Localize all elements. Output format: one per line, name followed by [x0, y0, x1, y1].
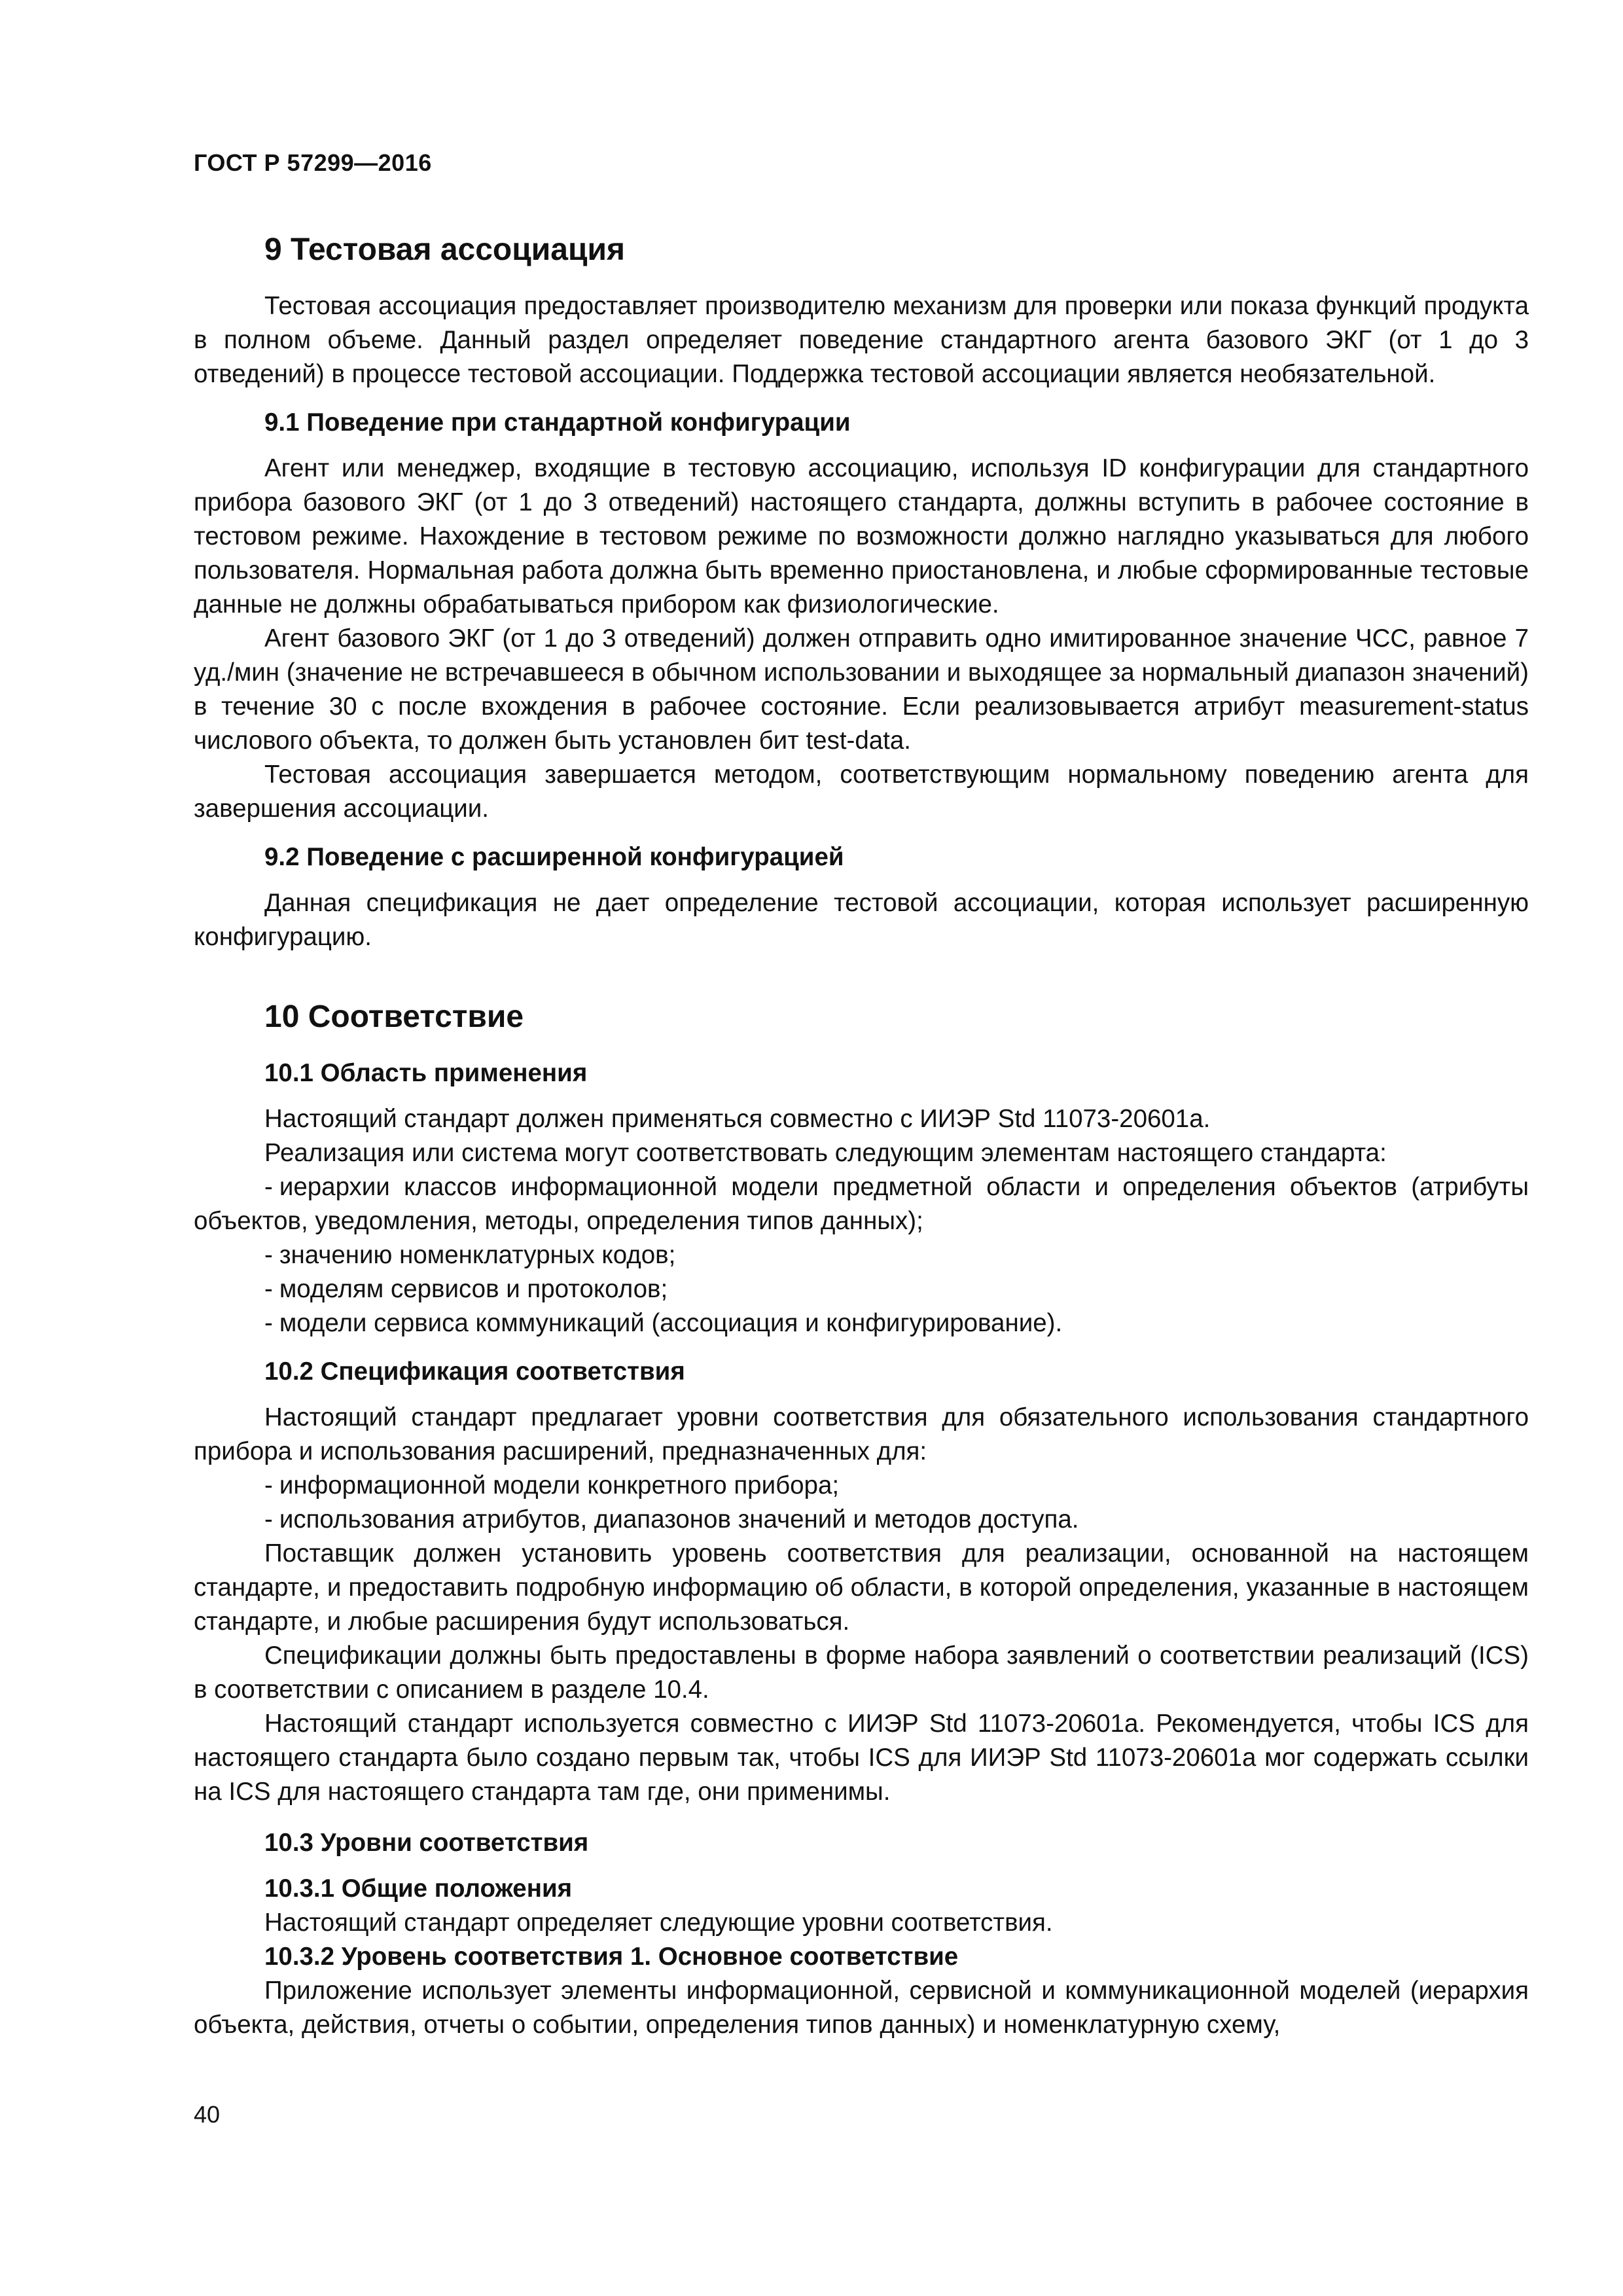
- page-content: [194, 229, 1529, 2042]
- list-item: [194, 1469, 1529, 1503]
- section-9-1-heading: 9.1 Поведение при стандартной конфигурации: [264, 408, 851, 437]
- section-10-3-1-heading: 10.3.1 Общие положения: [264, 1874, 573, 1903]
- section-10-1-heading: 10.1 Область применения: [264, 1059, 588, 1087]
- page-number: 40: [194, 2101, 221, 2128]
- list-dash: -: [264, 1173, 273, 1201]
- list-item: [194, 1272, 1529, 1306]
- section-9-1-paragraph: Агент базового ЭКГ (от 1 до 3 отведений) должен отправить одно имитированное значение ЧСС, равное 7 уд./мин (значение не встречавшееся в обычном использовании и выходящее за нормальный диапазон значений) в течение 30 с после вхождения в рабочее состояние. Если реализовывается атрибут measurement-status числового объекта, то должен быть установлен бит test-data.: [194, 624, 1529, 755]
- section-10-1-paragraph: Реализация или система могут соответствовать следующим элементам настоящего стандарта:: [264, 1139, 1387, 1167]
- section-10-2-paragraph: Поставщик должен установить уровень соответствия для реализации, основанной на настоящем стандарте, и предоставить подробную информацию об области, в которой определения, указанные в настоящем стандарте, и любые расширения будут использоваться.: [194, 1539, 1529, 1636]
- section-10-3-heading: 10.3 Уровни соответствия: [264, 1829, 589, 1857]
- list-item-text: использования атрибутов, диапазонов значений и методов доступа.: [279, 1505, 1079, 1534]
- list-item: [194, 1170, 1529, 1238]
- list-dash: -: [264, 1241, 273, 1269]
- section-9-1-paragraph: Тестовая ассоциация завершается методом, соответствующим нормальному поведению агента для завершения ассоциации.: [194, 761, 1529, 823]
- section-10-heading: 10 Соответствие: [264, 999, 524, 1034]
- section-10-2-heading: 10.2 Спецификация соответствия: [264, 1357, 685, 1386]
- list-dash: -: [264, 1505, 273, 1534]
- section-10-3-2-heading: 10.3.2 Уровень соответствия 1. Основное соответствие: [264, 1943, 959, 1971]
- section-10-3-2-paragraph: Приложение использует элементы информационной, сервисной и коммуникационной моделей (иерархия объекта, действия, отчеты о событии, определения типов данных) и номенклатурную схему,: [194, 1977, 1529, 2039]
- list-item-text: информационной модели конкретного прибора;: [279, 1471, 840, 1499]
- section-9-1-paragraph: Агент или менеджер, входящие в тестовую ассоциацию, используя ID конфигурации для стандартного прибора базового ЭКГ (от 1 до 3 отведений) настоящего стандарта, должны вступить в рабочее состояние в тестовом режиме. Нахождение в тестовом режиме по возможности должно наглядно указываться для любого пользователя. Нормальная работа должна быть временно приостановлена, и любые сформированные тестовые данные не должны обрабатываться прибором как физиологические.: [194, 454, 1529, 619]
- section-10-1-paragraph: Настоящий стандарт должен применяться совместно с ИИЭР Std 11073-20601a.: [264, 1105, 1211, 1133]
- list-item-text: иерархии классов информационной модели предметной области и определения объектов (атрибуты объектов, уведомления, методы, определения типов данных);: [194, 1173, 1529, 1235]
- list-dash: -: [264, 1471, 273, 1499]
- list-dash: -: [264, 1309, 273, 1337]
- list-item-text: модели сервиса коммуникаций (ассоциация и конфигурирование).: [279, 1309, 1063, 1337]
- section-9-intro: Тестовая ассоциация предоставляет производителю механизм для проверки или показа функций продукта в полном объеме. Данный раздел определяет поведение стандартного агента базового ЭКГ (от 1 до 3 отведений) в процессе тестовой ассоциации. Поддержка тестовой ассоциации является необязательной.: [194, 292, 1529, 388]
- section-10-3-1-paragraph: Настоящий стандарт определяет следующие уровни соответствия.: [264, 1909, 1053, 1937]
- list-dash: -: [264, 1275, 273, 1303]
- list-item: [194, 1238, 1529, 1272]
- section-9-2-heading: 9.2 Поведение с расширенной конфигурацией: [264, 843, 844, 871]
- list-item: [194, 1306, 1529, 1340]
- list-item-text: моделям сервисов и протоколов;: [279, 1275, 668, 1303]
- spacer: [194, 1860, 1529, 1872]
- list-item: [194, 1503, 1529, 1537]
- section-10-2-paragraph: Настоящий стандарт используется совместно с ИИЭР Std 11073-20601a. Рекомендуется, чтобы ICS для настоящего стандарта было создано первым так, чтобы ICS для ИИЭР Std 11073-20601a мог содержать ссылки на ICS для настоящего стандарта там где, они применимы.: [194, 1710, 1529, 1806]
- section-10-2-paragraph: Спецификации должны быть предоставлены в форме набора заявлений о соответствии реализаций (ICS) в соответствии с описанием в разделе 10.4.: [194, 1641, 1529, 1704]
- document-header: ГОСТ Р 57299—2016: [194, 149, 432, 176]
- section-10-2-paragraph: Настоящий стандарт предлагает уровни соответствия для обязательного использования стандартного прибора и использования расширений, предназначенных для:: [194, 1403, 1529, 1465]
- section-9-heading: 9 Тестовая ассоциация: [264, 232, 625, 267]
- section-9-2-paragraph: Данная спецификация не дает определение тестовой ассоциации, которая использует расширенную конфигурацию.: [194, 889, 1529, 951]
- list-item-text: значению номенклатурных кодов;: [279, 1241, 676, 1269]
